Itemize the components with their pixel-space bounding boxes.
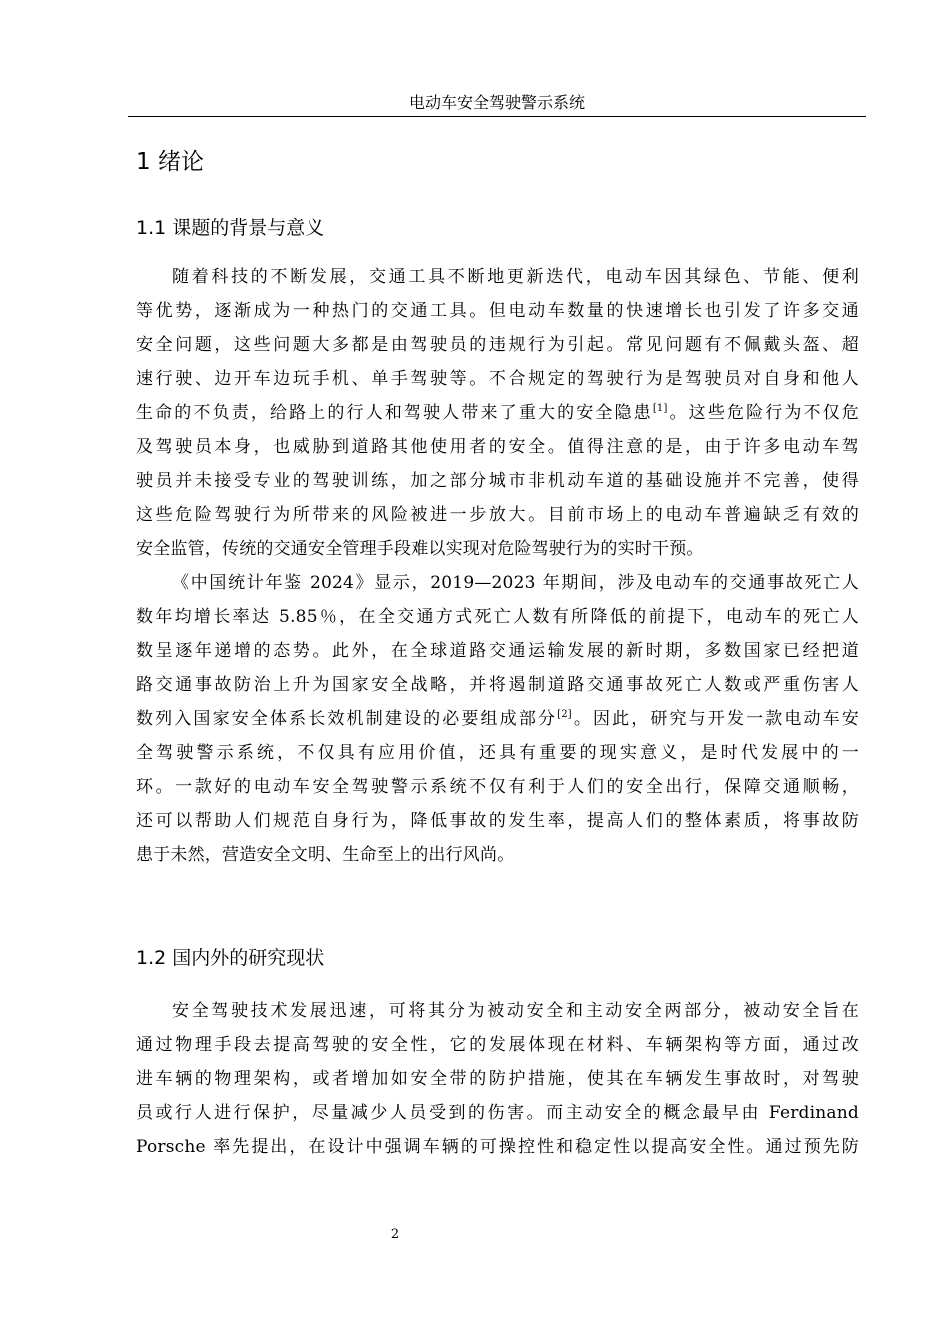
section-1-2-title: 1.2 国内外的研究现状 (136, 947, 325, 969)
text-line: 路交通事故防治上升为国家安全战略，并将遏制道路交通事故死亡人数或严重伤害人 (136, 675, 859, 695)
section-1-1-title: 1.1 课题的背景与意义 (136, 217, 325, 239)
text-line: 员或行人进行保护，尽量减少人员受到的伤害。而主动安全的概念最早由 Ferdinand (136, 1103, 859, 1123)
text-line: 《中国统计年鉴 2024》显示，2019—2023 年期间，涉及电动车的交通事故死亡人 (172, 573, 859, 593)
text-line: 环。一款好的电动车安全驾驶警示系统不仅有利于人们的安全出行，保障交通顺畅， (136, 777, 859, 797)
text-segment: 生命的不负责，给路上的行人和驾驶人带来了重大的安全隐患 (136, 403, 653, 423)
section-1-1-paragraph-2 (136, 566, 859, 872)
citation-ref-2: [2] (557, 709, 572, 720)
text-line (136, 702, 859, 736)
text-line: Porsche 率先提出，在设计中强调车辆的可操控性和稳定性以提高安全性。通过预先防 (136, 1137, 859, 1157)
section-1-2-paragraph-1 (136, 994, 859, 1164)
text-line: 及驾驶员本身，也威胁到道路其他使用者的安全。值得注意的是，由于许多电动车驾 (136, 437, 859, 457)
text-line: 驶员并未接受专业的驾驶训练，加之部分城市非机动车道的基础设施并不完善，使得 (136, 471, 859, 491)
text-line: 全驾驶警示系统，不仅具有应用价值，还具有重要的现实意义，是时代发展中的一 (136, 743, 859, 763)
section-1-1-paragraph-1 (136, 260, 859, 566)
text-line: 等优势，逐渐成为一种热门的交通工具。但电动车数量的快速增长也引发了许多交通 (136, 301, 859, 321)
text-line: 安全监管，传统的交通安全管理手段难以实现对危险驾驶行为的实时干预。 (136, 539, 704, 559)
text-line: 这些危险驾驶行为所带来的风险被进一步放大。目前市场上的电动车普遍缺乏有效的 (136, 505, 859, 525)
text-line: 安全驾驶技术发展迅速，可将其分为被动安全和主动安全两部分，被动安全旨在 (172, 1001, 859, 1021)
text-line (136, 396, 859, 430)
citation-ref-1: [1] (652, 403, 668, 414)
text-line: 还可以帮助人们规范自身行为，降低事故的发生率，提高人们的整体素质，将事故防 (136, 811, 859, 831)
text-line: 数年均增长率达 5.85％，在全交通方式死亡人数有所降低的前提下，电动车的死亡人 (136, 607, 859, 627)
chapter-title: 1 绪论 (136, 149, 204, 175)
text-line: 安全问题，这些问题大多都是由驾驶员的违规行为引起。常见问题有不佩戴头盔、超 (136, 335, 859, 355)
page-number: 2 (390, 1227, 400, 1242)
text-line: 通过物理手段去提高驾驶的安全性，它的发展体现在材料、车辆架构等方面，通过改 (136, 1035, 859, 1055)
text-segment: 。因此，研究与开发一款电动车安 (571, 709, 859, 729)
text-line: 速行驶、边开车边玩手机、单手驾驶等。不合规定的驾驶行为是驾驶员对自身和他人 (136, 369, 859, 389)
text-line: 进车辆的物理架构，或者增加如安全带的防护措施，使其在车辆发生事故时，对驾驶 (136, 1069, 859, 1089)
text-line: 患于未然，营造安全文明、生命至上的出行风尚。 (136, 845, 515, 865)
running-header-title: 电动车安全驾驶警示系统 (408, 93, 585, 112)
text-segment: 。这些危险行为不仅危 (667, 403, 860, 423)
running-header (128, 92, 866, 117)
text-segment: 数列入国家安全体系长效机制建设的必要组成部分 (136, 709, 558, 729)
text-line: 数呈逐年递增的态势。此外，在全球道路交通运输发展的新时期，多数国家已经把道 (136, 641, 859, 661)
text-line: 随着科技的不断发展，交通工具不断地更新迭代，电动车因其绿色、节能、便利 (172, 267, 859, 287)
